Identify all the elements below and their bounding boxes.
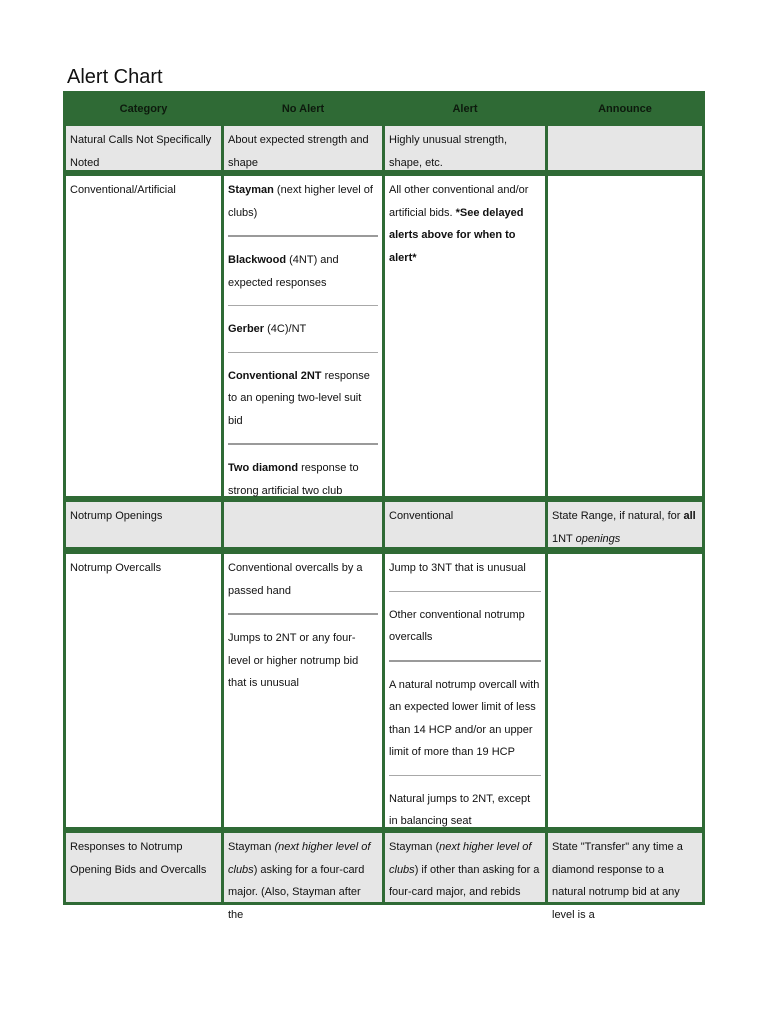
alert-chart-table [63,91,705,921]
row5-no-alert: Stayman (next higher level of clubs) asking for a four-card major. (Also, Stayman after the [224,833,382,902]
divider [228,235,378,237]
divider [389,591,541,592]
row3-no-alert [224,502,382,547]
divider [389,775,541,776]
alert-item: Jump to 3NT that is unusual [389,562,526,574]
divider [228,352,378,353]
row2-alert: All other conventional and/or artificial bids. *See delayed alerts above for when to alert* [385,176,545,496]
row4-no-alert [224,554,382,827]
row1-category: Natural Calls Not Specifically Noted [66,126,221,170]
row4-announce [548,554,702,827]
divider [228,443,378,445]
divider [228,613,378,615]
row1-alert: Highly unusual strength, shape, etc. [385,126,545,170]
row1-announce [548,126,702,170]
row5-category: Responses to Notrump Opening Bids and Overcalls [66,833,221,902]
row4-category: Notrump Overcalls [66,554,221,827]
alert-item: A natural notrump overcall with an expected lower limit of less than 14 HCP and/or an upper limit of more than 19 HCP [389,678,540,758]
row3-category: Notrump Openings [66,502,221,547]
no-alert-item: Gerber (4C)/NT [228,323,307,335]
alert-item: Natural jumps to 2NT, except in balancing seat [389,792,531,827]
row1-no-alert: About expected strength and shape [224,126,382,170]
row2-no-alert [224,176,382,496]
header-category: Category [66,94,221,123]
page-title: Alert Chart [67,66,163,88]
header-no-alert: No Alert [224,94,382,123]
no-alert-item: Conventional 2NT response to an opening two-level suit bid [228,369,370,427]
row2-announce [548,176,702,496]
row5-alert: Stayman (next higher level of clubs) if other than asking for a four-card major, and rebids [385,833,545,902]
alert-item: Other conventional notrump overcalls [389,608,525,643]
row4-alert [385,554,545,827]
divider [228,305,378,306]
divider [389,660,541,662]
no-alert-item: Stayman (next higher level of clubs) [228,184,373,219]
header-announce: Announce [548,94,702,123]
row2-category: Conventional/Artificial [66,176,221,496]
header-alert: Alert [385,94,545,123]
no-alert-item: Jumps to 2NT or any four-level or higher notrump bid that is unusual [228,632,359,689]
no-alert-item: Two diamond response to strong artificial two club [228,462,359,497]
no-alert-item: Blackwood (4NT) and expected responses [228,254,339,289]
row3-announce: State Range, if natural, for all 1NT openings [548,502,702,547]
row5-announce: State "Transfer" any time a diamond response to a natural notrump bid at any level is a [548,833,702,902]
no-alert-item: Conventional overcalls by a passed hand [228,562,363,597]
row3-alert: Conventional [385,502,545,547]
